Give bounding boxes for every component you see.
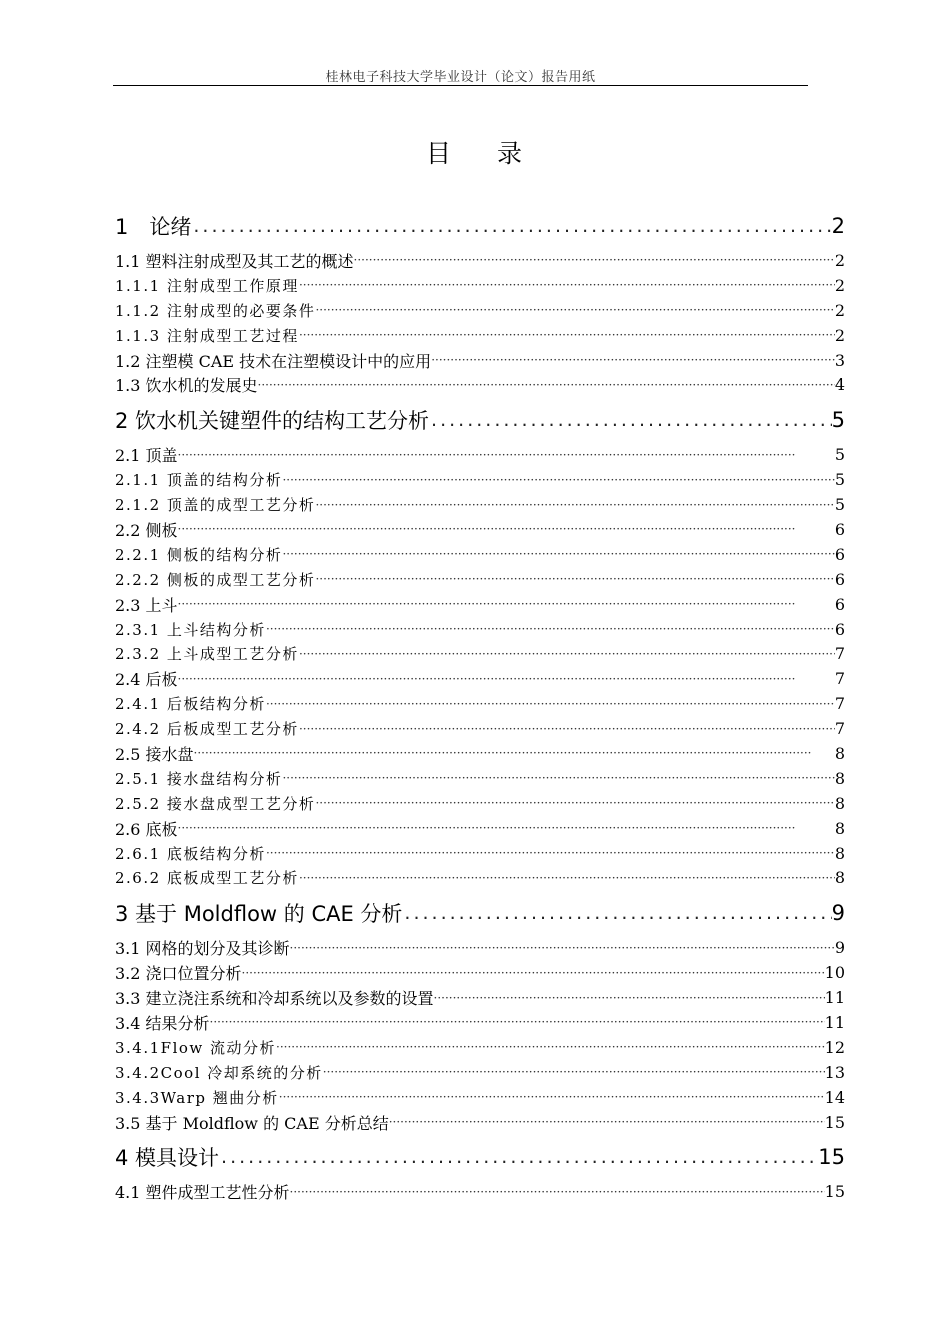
toc-entry-page: 15 bbox=[818, 1145, 845, 1169]
toc-entry[interactable] bbox=[115, 935, 845, 960]
toc-entry-page: 5 bbox=[834, 445, 845, 465]
toc-entry[interactable] bbox=[115, 298, 845, 323]
toc-entry[interactable] bbox=[115, 397, 845, 442]
toc-entry-page: 8 bbox=[834, 868, 845, 888]
toc-entry-page: 11 bbox=[824, 988, 845, 1008]
toc-entry-page: 8 bbox=[834, 843, 845, 863]
toc-entry[interactable] bbox=[115, 1060, 845, 1085]
toc-entry-label: 2.1.2 顶盖的成型工艺分析 bbox=[115, 496, 316, 515]
toc-dot-leader bbox=[282, 547, 834, 561]
toc-entry-page: 8 bbox=[834, 743, 845, 763]
toc-dot-leader bbox=[266, 697, 835, 711]
toc-dot-leader bbox=[431, 353, 835, 367]
toc-dot-leader bbox=[258, 378, 835, 392]
toc-entry-label: 1.1.2 注射成型的必要条件 bbox=[115, 301, 316, 320]
toc-title-right: 录 bbox=[497, 139, 525, 168]
toc-entry-label: 3.4 结果分析 bbox=[115, 1013, 210, 1033]
toc-dot-leader bbox=[299, 647, 835, 661]
toc-dot-leader bbox=[290, 1185, 825, 1199]
toc-dot-leader bbox=[389, 1115, 825, 1129]
toc-dot-leader bbox=[282, 473, 834, 487]
toc-entry-label: 2.6.2 底板成型工艺分析 bbox=[115, 869, 299, 888]
toc-entry-page: 8 bbox=[834, 818, 845, 838]
toc-entry-label: 1.1.3 注射成型工艺过程 bbox=[115, 326, 299, 345]
toc-entry[interactable] bbox=[115, 592, 845, 617]
toc-dot-leader bbox=[178, 597, 835, 611]
toc-entry[interactable] bbox=[115, 865, 845, 890]
toc-entry-label: 3 基于 Moldflow 的 CAE 分析 bbox=[115, 901, 403, 926]
toc-entry[interactable] bbox=[115, 691, 845, 716]
toc-dot-leader bbox=[434, 991, 825, 1005]
toc-dot-leader bbox=[219, 1146, 818, 1168]
toc-entry-page: 3 bbox=[834, 350, 845, 370]
toc-entry-page: 6 bbox=[834, 519, 845, 539]
toc-entry[interactable] bbox=[115, 348, 845, 373]
toc-dot-leader bbox=[178, 672, 835, 686]
toc-entry[interactable] bbox=[115, 203, 845, 248]
toc-entry[interactable] bbox=[115, 816, 845, 841]
header-rule bbox=[113, 85, 808, 86]
toc-entry-page: 2 bbox=[834, 325, 845, 345]
toc-entry-label: 3.4.3Warp 翘曲分析 bbox=[115, 1088, 279, 1107]
toc-entry[interactable] bbox=[115, 641, 845, 666]
toc-entry-label: 2.1.1 顶盖的结构分析 bbox=[115, 471, 283, 490]
toc-entry[interactable] bbox=[115, 716, 845, 741]
toc-entry[interactable] bbox=[115, 741, 845, 766]
toc-entry[interactable] bbox=[115, 467, 845, 492]
toc-entry-page: 8 bbox=[834, 793, 845, 813]
toc-entry-label: 3.1 网格的划分及其诊断 bbox=[115, 939, 290, 959]
table-of-contents bbox=[115, 203, 845, 1204]
toc-entry-page: 10 bbox=[824, 963, 845, 983]
toc-entry-page: 9 bbox=[831, 900, 845, 925]
toc-entry[interactable] bbox=[115, 517, 845, 542]
toc-entry-label: 2.4.2 后板成型工艺分析 bbox=[115, 720, 299, 739]
toc-entry-page: 13 bbox=[824, 1062, 845, 1082]
toc-entry[interactable] bbox=[115, 1085, 845, 1110]
toc-entry-label: 2.2 侧板 bbox=[115, 520, 178, 540]
toc-dot-leader bbox=[323, 1065, 825, 1079]
toc-entry-label: 2.5 接水盘 bbox=[115, 744, 194, 764]
toc-entry-page: 2 bbox=[834, 300, 845, 320]
toc-entry-label: 1.1.1 注射成型工作原理 bbox=[115, 276, 299, 295]
toc-entry-label: 3.3 建立浇注系统和冷却系统以及参数的设置 bbox=[115, 989, 434, 1009]
toc-dot-leader bbox=[210, 1015, 825, 1029]
toc-entry-label: 1.3 饮水机的发展史 bbox=[115, 376, 258, 396]
toc-entry[interactable] bbox=[115, 1010, 845, 1035]
toc-entry-label: 2.1 顶盖 bbox=[115, 446, 178, 466]
toc-dot-leader bbox=[315, 498, 834, 512]
toc-entry[interactable] bbox=[115, 567, 845, 592]
toc-dot-leader bbox=[402, 902, 831, 924]
toc-dot-leader bbox=[299, 328, 835, 342]
toc-entry-page: 14 bbox=[824, 1087, 845, 1107]
toc-entry-label: 3.5 基于 Moldflow 的 CAE 分析总结 bbox=[115, 1113, 389, 1133]
toc-entry-page: 7 bbox=[834, 644, 845, 664]
toc-entry-page: 15 bbox=[824, 1112, 845, 1132]
toc-dot-leader bbox=[315, 303, 834, 317]
toc-entry-page: 12 bbox=[824, 1037, 845, 1057]
toc-title-left: 目 bbox=[425, 139, 453, 168]
toc-entry[interactable] bbox=[115, 542, 845, 567]
toc-entry[interactable] bbox=[115, 323, 845, 348]
toc-entry-page: 15 bbox=[824, 1182, 845, 1202]
toc-dot-leader bbox=[266, 846, 835, 860]
toc-entry-label: 2.3 上斗 bbox=[115, 595, 178, 615]
toc-dot-leader bbox=[178, 522, 835, 536]
toc-entry-page: 2 bbox=[834, 250, 845, 270]
toc-entry[interactable] bbox=[115, 666, 845, 691]
toc-entry[interactable] bbox=[115, 1110, 845, 1135]
toc-entry-page: 8 bbox=[834, 768, 845, 788]
toc-entry-label: 3.2 浇口位置分析 bbox=[115, 964, 242, 984]
toc-entry-label: 2.6 底板 bbox=[115, 819, 178, 839]
toc-dot-leader bbox=[194, 746, 835, 760]
toc-dot-leader bbox=[242, 966, 825, 980]
toc-entry-page: 6 bbox=[834, 619, 845, 639]
toc-entry-page: 5 bbox=[831, 407, 845, 432]
toc-entry-page: 4 bbox=[834, 375, 845, 395]
toc-entry-label: 1.2 注塑模 CAE 技术在注塑模设计中的应用 bbox=[115, 351, 432, 371]
toc-dot-leader bbox=[178, 448, 835, 462]
toc-entry-page: 6 bbox=[834, 569, 845, 589]
toc-dot-leader bbox=[266, 622, 835, 636]
toc-entry-label: 2.4.1 后板结构分析 bbox=[115, 695, 266, 714]
toc-entry-page: 5 bbox=[834, 495, 845, 515]
toc-entry[interactable] bbox=[115, 617, 845, 642]
toc-entry-label: 1.1 塑料注射成型及其工艺的概述 bbox=[115, 251, 354, 271]
toc-entry-page: 7 bbox=[834, 694, 845, 714]
toc-dot-leader bbox=[276, 1040, 825, 1054]
toc-entry[interactable] bbox=[115, 960, 845, 985]
toc-dot-leader bbox=[315, 572, 834, 586]
toc-dot-leader bbox=[191, 215, 831, 237]
toc-entry[interactable] bbox=[115, 985, 845, 1010]
toc-entry-label: 3.4.1Flow 流动分析 bbox=[115, 1038, 277, 1057]
toc-entry-label: 2.4 后板 bbox=[115, 670, 178, 690]
toc-dot-leader bbox=[290, 941, 835, 955]
toc-entry-page: 7 bbox=[834, 719, 845, 739]
toc-dot-leader bbox=[178, 821, 835, 835]
toc-entry-label: 2.5.1 接水盘结构分析 bbox=[115, 769, 283, 788]
toc-entry-label: 2.6.1 底板结构分析 bbox=[115, 844, 266, 863]
toc-dot-leader bbox=[282, 771, 834, 785]
toc-dot-leader bbox=[354, 253, 835, 267]
toc-entry-label: 2.5.2 接水盘成型工艺分析 bbox=[115, 794, 316, 813]
toc-entry[interactable] bbox=[115, 372, 845, 397]
toc-entry-label: 4.1 塑件成型工艺性分析 bbox=[115, 1183, 290, 1203]
toc-dot-leader bbox=[299, 871, 835, 885]
toc-entry-label: 2.3.1 上斗结构分析 bbox=[115, 620, 266, 639]
toc-entry-page: 6 bbox=[834, 594, 845, 614]
toc-entry-label: 4 模具设计 bbox=[115, 1146, 220, 1170]
toc-entry[interactable] bbox=[115, 1180, 845, 1205]
toc-entry-page: 6 bbox=[834, 544, 845, 564]
toc-entry[interactable] bbox=[115, 890, 845, 935]
toc-entry-label: 2.2.2 侧板的成型工艺分析 bbox=[115, 570, 316, 589]
toc-dot-leader bbox=[299, 278, 835, 292]
toc-entry[interactable] bbox=[115, 766, 845, 791]
toc-entry[interactable] bbox=[115, 1035, 845, 1060]
toc-entry[interactable] bbox=[115, 492, 845, 517]
toc-dot-leader bbox=[279, 1090, 825, 1104]
toc-entry-page: 5 bbox=[834, 470, 845, 490]
toc-entry-label: 2.2.1 侧板的结构分析 bbox=[115, 545, 283, 564]
toc-entry[interactable] bbox=[115, 273, 845, 298]
toc-dot-leader bbox=[315, 796, 834, 810]
toc-title bbox=[0, 134, 950, 170]
toc-entry-label: 1 论绪 bbox=[115, 214, 192, 239]
toc-entry-page: 9 bbox=[834, 938, 845, 958]
toc-dot-leader bbox=[429, 409, 832, 431]
page-header: 桂林电子科技大学毕业设计（论文）报告用纸 bbox=[325, 70, 596, 85]
toc-entry-page: 7 bbox=[834, 669, 845, 689]
toc-entry-page: 2 bbox=[834, 275, 845, 295]
toc-entry-page: 2 bbox=[831, 213, 845, 238]
toc-entry[interactable] bbox=[115, 248, 845, 273]
toc-entry[interactable] bbox=[115, 442, 845, 467]
toc-entry-page: 11 bbox=[824, 1012, 845, 1032]
toc-entry-label: 2 饮水机关键塑件的结构工艺分析 bbox=[115, 408, 430, 433]
toc-entry-label: 3.4.2Cool 冷却系统的分析 bbox=[115, 1063, 323, 1082]
toc-entry[interactable] bbox=[115, 841, 845, 866]
toc-entry[interactable] bbox=[115, 1135, 845, 1180]
toc-entry[interactable] bbox=[115, 791, 845, 816]
toc-dot-leader bbox=[299, 722, 835, 736]
toc-entry-label: 2.3.2 上斗成型工艺分析 bbox=[115, 645, 299, 664]
